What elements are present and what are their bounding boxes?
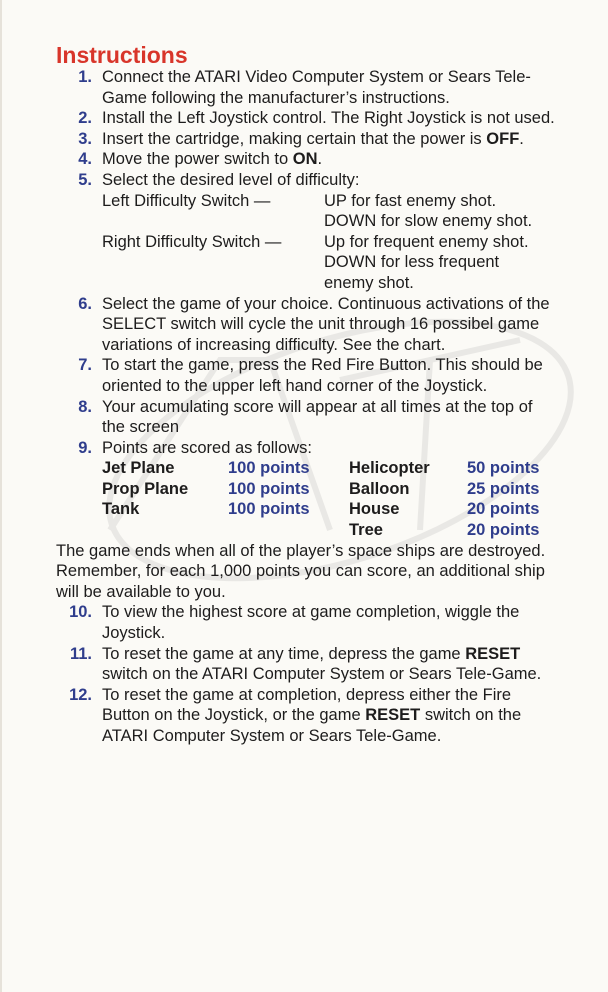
step-9 (56, 438, 556, 541)
game-end-paragraph: The game ends when all of the player’s space ships are destroyed. Remember, for each 1,000 points you can score, an additional ship will be available to you. (56, 541, 546, 601)
step-1 (56, 67, 556, 108)
step-text-part: To reset the game at any time, depress the game (102, 644, 466, 663)
instructions-list (56, 67, 556, 747)
steps-1-4 (56, 67, 556, 170)
step-number: 4. (78, 150, 92, 169)
point-item: Jet Plane (102, 459, 175, 478)
point-item: Prop Plane (102, 479, 189, 498)
steps-10-12 (56, 602, 556, 746)
points-intro: Points are scored as follows: (102, 438, 313, 457)
step-text (94, 108, 556, 129)
step-text-part: To start the game, press the Red Fire Button. This should be oriented to the upper left hand corner of the Joystick. (102, 356, 543, 395)
step-text (94, 644, 556, 685)
step-number: 12. (69, 685, 92, 704)
step-text-part: Insert the cartridge, making certain that the power is (102, 129, 487, 148)
bold-term: OFF (486, 129, 520, 148)
page-edge (0, 0, 2, 992)
step-5 (56, 170, 556, 294)
point-item: Balloon (349, 479, 410, 498)
step-text (94, 294, 556, 356)
left-up-text: UP for fast enemy shot. (324, 191, 497, 210)
step-10 (56, 602, 556, 643)
point-value: 20 points (467, 521, 540, 540)
step-text-part: To view the highest score at game completion, wiggle the Joystick. (102, 603, 520, 643)
step-text (94, 129, 556, 150)
step-text (94, 602, 556, 643)
step-3 (56, 129, 556, 150)
point-value (228, 520, 349, 541)
step-text (94, 149, 556, 170)
step-number: 3. (78, 129, 92, 148)
step-number: 5. (78, 170, 92, 189)
step-number: 10. (69, 603, 92, 622)
step-number: 8. (78, 397, 92, 416)
bold-term: ON (292, 150, 318, 169)
steps-6-8 (56, 294, 556, 438)
step-text (94, 67, 556, 108)
step-text-part: . (519, 129, 524, 148)
point-value: 25 points (467, 479, 540, 498)
step-text-part: To reset the game at completion, depress either the Fire Button on the Joystick, or the game (102, 685, 512, 725)
left-down-text: DOWN for slow enemy shot. (324, 212, 533, 231)
step-text-part: switch on the ATARI Computer System or Sears Tele-Game. (102, 706, 522, 745)
step-text-part: Move the power switch to (102, 150, 293, 169)
point-item: Helicopter (349, 459, 430, 478)
bold-term: RESET (365, 706, 421, 725)
step-text-part: Your acumulating score will appear at all times at the top of the screen (102, 397, 533, 437)
step-6 (56, 294, 556, 356)
point-item: Tree (349, 521, 383, 540)
step-text (94, 355, 556, 396)
difficulty-intro: Select the desired level of difficulty: (102, 170, 360, 189)
step-number: 11. (69, 644, 92, 663)
step-number: 1. (78, 68, 92, 86)
step-number: 9. (78, 438, 92, 457)
step-7 (56, 355, 556, 396)
step-4 (56, 149, 556, 170)
step-8 (56, 397, 556, 438)
step-11 (56, 644, 556, 685)
step-number: 6. (78, 294, 92, 313)
point-value: 100 points (228, 479, 310, 498)
difficulty-table (102, 191, 556, 294)
right-difficulty-label: Right Difficulty Switch — (102, 232, 282, 251)
points-table (102, 458, 557, 540)
step-text-part: . (317, 150, 323, 169)
step-text-part: switch on the ATARI Computer System or Sears Tele-Game. (102, 665, 542, 684)
step-number: 7. (78, 356, 92, 375)
step-number: 2. (78, 109, 92, 128)
point-item (102, 520, 228, 541)
bold-term: RESET (465, 644, 521, 663)
step-2 (56, 108, 556, 129)
step-text-part: Connect the ATARI Video Computer System or Sears Tele-Game following the manufacturer’s instructions. (102, 68, 531, 107)
point-item: House (349, 500, 400, 519)
step-text (94, 397, 556, 438)
right-down-text: DOWN for less frequent enemy shot. (324, 253, 500, 292)
point-value: 50 points (467, 459, 540, 478)
point-value: 20 points (467, 500, 540, 519)
point-value: 100 points (228, 500, 310, 519)
right-up-text: Up for frequent enemy shot. (324, 232, 529, 251)
point-item: Tank (102, 500, 140, 519)
step-text (94, 685, 556, 747)
step-text-part: Select the game of your choice. Continuous activations of the SELECT switch will cycle the unit through 16 possibel game variations of increasing difficulty. See the chart. (102, 294, 550, 354)
page-title: Instructions (56, 42, 188, 68)
left-difficulty-label: Left Difficulty Switch — (102, 191, 271, 210)
point-value: 100 points (228, 459, 310, 478)
step-text-part: Install the Left Joystick control. The Right Joystick is not used. (102, 109, 555, 128)
step-12 (56, 685, 556, 747)
